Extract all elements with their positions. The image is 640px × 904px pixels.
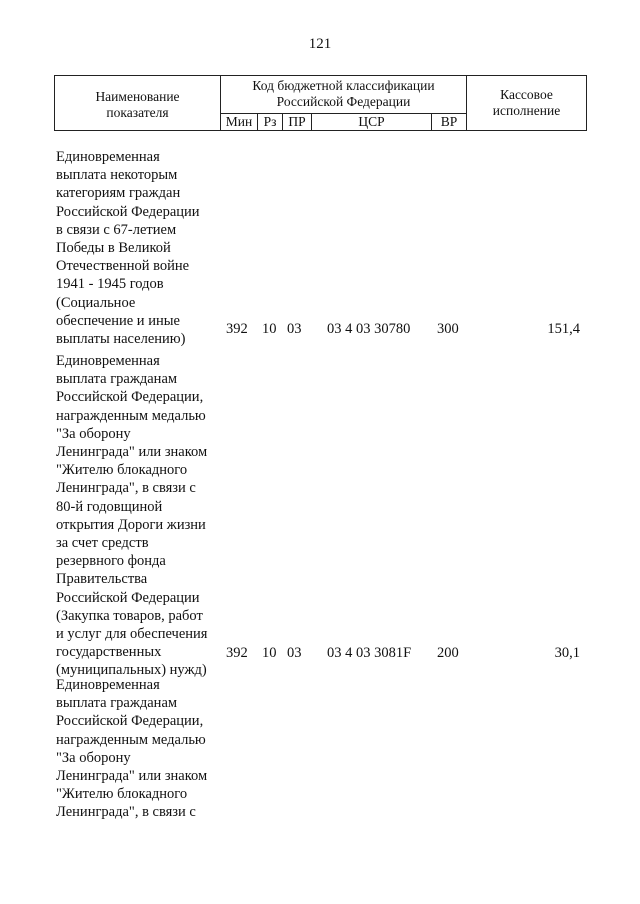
header-top-border: [54, 75, 587, 76]
row-pr: 03: [287, 321, 302, 337]
row-min: 392: [226, 645, 248, 661]
row-rz: 10: [262, 645, 277, 661]
header-col-pr: ПР: [288, 114, 306, 129]
header-bottom-border: [54, 130, 587, 131]
header-col-rz: Рз: [263, 114, 277, 129]
row-amount: 151,4: [547, 321, 580, 337]
row-vr: 300: [437, 321, 459, 337]
header-col-csr: ЦСР: [358, 114, 385, 129]
page-number: 121: [308, 36, 332, 52]
row-vr: 200: [437, 645, 459, 661]
row-name: Единовременная выплата гражданам Российской Федерации, награжденным медалью "За оборону Ленинграда" или знаком "Жителю блокадного Ленинграда", в связи с 80-й годовщиной открытия Дороги жизни за счет средств резервного фонда Правительства Российской Федерации (Закупка товаров, работ и услуг для обеспечения государственных (муниципальных) нужд): [56, 353, 208, 679]
header-code-group: Код бюджетной классификации Российской Федерации: [252, 78, 435, 109]
row-csr: 03 4 03 30780: [327, 321, 411, 337]
row-name: Единовременная выплата гражданам Российской Федерации, награжденным медалью "За оборону Ленинграда" или знаком "Жителю блокадного Ленинграда", в связи с: [56, 677, 208, 821]
row-amount: 30,1: [554, 645, 580, 661]
row-pr: 03: [287, 645, 302, 661]
row-rz: 10: [262, 321, 277, 337]
row-min: 392: [226, 321, 248, 337]
header-col-vr: ВР: [440, 114, 458, 129]
header-exec-col: Кассовое исполнение: [492, 87, 561, 118]
header-name-col: Наименование показателя: [95, 89, 180, 120]
row-name: Единовременная выплата некоторым категориям граждан Российской Федерации в связи с 67-летием Победы в Великой Отечественной войне 1941 - 1945 годов (Социальное обеспечение и иные выплаты населению): [56, 149, 200, 348]
header-right-border: [586, 75, 587, 131]
header-col-min: Мин: [225, 114, 253, 129]
row-csr: 03 4 03 3081F: [327, 645, 412, 661]
